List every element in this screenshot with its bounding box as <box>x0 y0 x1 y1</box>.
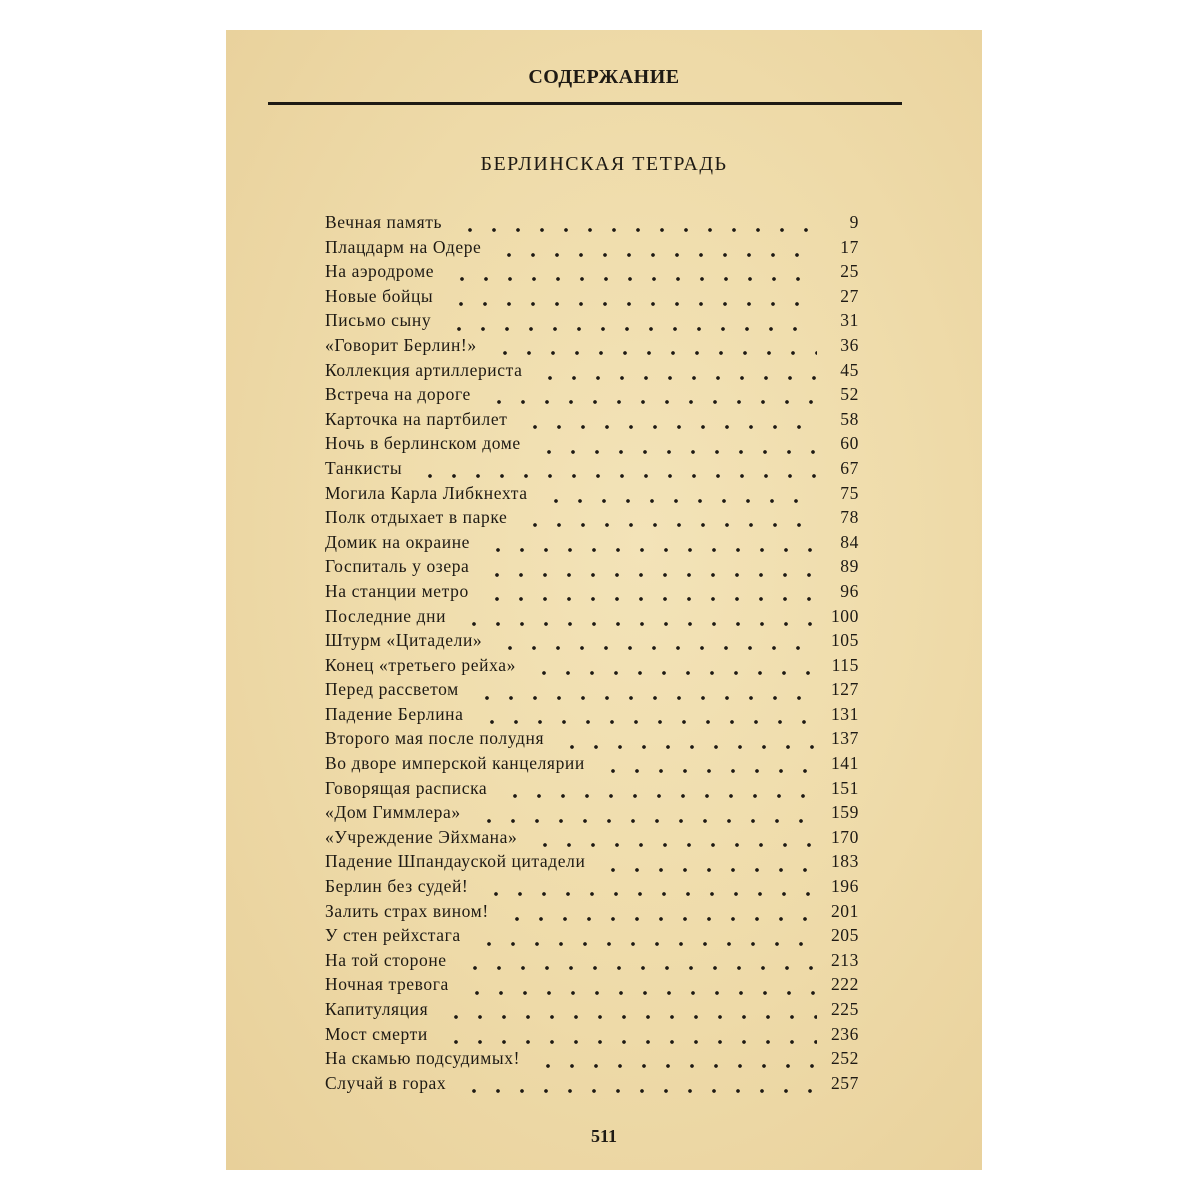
toc-entry-title: Конец «третьего рейха» <box>325 654 516 675</box>
toc-entry <box>325 950 859 975</box>
dot-leader <box>480 535 817 553</box>
toc-entry-page: 213 <box>830 949 859 970</box>
dot-leader <box>532 363 817 381</box>
toc-entry-page: 236 <box>830 1023 859 1044</box>
toc-entry <box>325 630 859 655</box>
toc-entry-title: Встреча на дороге <box>325 384 471 405</box>
toc-entry-title: Говорящая расписка <box>325 777 488 798</box>
toc-entry <box>325 901 859 926</box>
toc-entry-title: Последние дни <box>325 605 447 626</box>
toc-entry-title: Мост смерти <box>325 1023 428 1044</box>
toc-entry-page: 257 <box>830 1072 859 1093</box>
toc-entry-title: На аэродроме <box>325 261 435 282</box>
toc-entry-page: 222 <box>830 974 859 995</box>
toc-entry-title: Ночь в берлинском доме <box>325 433 521 454</box>
toc-entry-page: 159 <box>830 802 859 823</box>
toc-entry <box>325 310 859 335</box>
toc-entry <box>325 753 859 778</box>
toc-entry-title: Вечная память <box>325 212 443 232</box>
dot-leader <box>479 584 817 602</box>
toc-entry-title: Ночная тревога <box>325 974 449 995</box>
toc-entry-page: 31 <box>840 310 859 331</box>
dot-leader <box>531 437 817 455</box>
toc-entry <box>325 999 859 1024</box>
toc-entry <box>325 728 859 753</box>
toc-entry <box>325 802 859 827</box>
toc-entry <box>325 286 859 311</box>
dot-leader <box>438 1002 817 1020</box>
toc-entry-title: Полк отдыхает в парке <box>325 507 508 528</box>
toc-entry <box>325 704 859 729</box>
dot-leader <box>456 1076 817 1094</box>
toc-entry-page: 9 <box>849 212 859 232</box>
dot-leader <box>438 1027 817 1045</box>
dot-leader <box>443 289 817 307</box>
toc-entry-page: 27 <box>840 285 859 306</box>
toc-entry <box>325 606 859 631</box>
toc-entry-title: Случай в горах <box>325 1072 447 1093</box>
toc-entry <box>325 655 859 680</box>
toc-entry <box>325 581 859 606</box>
toc-entry <box>325 237 859 262</box>
header-rule <box>268 102 902 105</box>
toc-entry <box>325 827 859 852</box>
toc-entry-title: Падение Шпандауской цитадели <box>325 851 586 872</box>
toc-entry-title: Могила Карла Либкнехта <box>325 482 528 503</box>
section-title: БЕРЛИНСКАЯ ТЕТРАДЬ <box>480 153 728 175</box>
dot-leader <box>492 633 817 651</box>
toc-entry <box>325 507 859 532</box>
toc-entry-title: Танкисты <box>325 457 403 478</box>
dot-leader <box>538 486 817 504</box>
toc-entry <box>325 212 859 237</box>
toc-entry-title: Госпиталь у озера <box>325 556 470 577</box>
toc-entry-title: «Дом Гиммлера» <box>325 802 461 823</box>
toc-entry-page: 45 <box>840 359 859 380</box>
toc-entry-page: 225 <box>830 999 859 1019</box>
toc-entry-page: 205 <box>830 925 859 946</box>
table-of-contents <box>325 212 859 1097</box>
dot-leader <box>527 830 817 848</box>
dot-leader <box>456 609 817 627</box>
dot-leader <box>469 683 817 701</box>
toc-entry-page: 105 <box>830 630 859 651</box>
toc-entry-page: 141 <box>830 753 859 774</box>
toc-entry <box>325 409 859 434</box>
dot-leader <box>471 806 817 824</box>
dot-leader <box>554 732 817 750</box>
toc-entry <box>325 433 859 458</box>
toc-entry-title: Второго мая после полудня <box>325 728 545 749</box>
dot-leader <box>452 215 817 233</box>
toc-entry-title: На скамью подсудимых! <box>325 1048 521 1069</box>
toc-entry-page: 25 <box>840 261 859 282</box>
toc-entry-page: 151 <box>830 777 859 798</box>
toc-entry-title: Во дворе имперской канцелярии <box>325 753 585 774</box>
toc-entry <box>325 1048 859 1073</box>
dot-leader <box>517 510 817 528</box>
toc-entry <box>325 458 859 483</box>
toc-entry-title: Капитуляция <box>325 999 429 1019</box>
toc-entry-page: 183 <box>830 851 859 872</box>
toc-entry-title: Новые бойцы <box>325 285 434 306</box>
toc-entry-page: 252 <box>830 1048 859 1069</box>
toc-entry <box>325 1073 859 1098</box>
dot-leader <box>526 658 817 676</box>
toc-entry <box>325 532 859 557</box>
toc-entry-title: «Учреждение Эйхмана» <box>325 826 518 847</box>
toc-entry-title: Залить страх вином! <box>325 900 489 921</box>
toc-entry-title: Коллекция артиллериста <box>325 359 523 380</box>
toc-entry-title: На станции метро <box>325 580 469 601</box>
toc-entry-page: 115 <box>831 654 859 675</box>
toc-entry <box>325 384 859 409</box>
toc-entry <box>325 483 859 508</box>
toc-entry-page: 137 <box>830 728 859 749</box>
toc-entry-page: 36 <box>840 334 859 355</box>
toc-entry <box>325 556 859 581</box>
book-page <box>226 30 982 1170</box>
toc-entry <box>325 1024 859 1049</box>
toc-entry-page: 58 <box>840 408 859 429</box>
toc-entry-page: 75 <box>840 482 859 503</box>
dot-leader <box>444 264 817 282</box>
dot-leader <box>459 978 817 996</box>
toc-entry-title: Берлин без судей! <box>325 876 469 897</box>
toc-entry-title: Домик на окраине <box>325 531 471 552</box>
toc-entry-page: 196 <box>830 876 859 897</box>
toc-entry-title: У стен рейхстага <box>325 925 461 946</box>
toc-entry <box>325 974 859 999</box>
toc-entry-page: 96 <box>840 580 859 601</box>
toc-entry-title: «Говорит Берлин!» <box>325 334 477 355</box>
toc-entry-page: 78 <box>840 507 859 528</box>
toc-entry-page: 67 <box>840 457 859 478</box>
dot-leader <box>499 904 817 922</box>
toc-entry-page: 100 <box>830 605 859 626</box>
dot-leader <box>457 953 817 971</box>
dot-leader <box>530 1051 817 1069</box>
toc-entry-page: 89 <box>840 556 859 577</box>
toc-entry <box>325 335 859 360</box>
dot-leader <box>481 387 817 405</box>
dot-leader <box>517 412 817 430</box>
toc-entry-page: 131 <box>830 703 859 724</box>
dot-leader <box>478 879 817 897</box>
dot-leader <box>471 929 817 947</box>
dot-leader <box>479 560 817 578</box>
toc-entry <box>325 778 859 803</box>
toc-entry-page: 84 <box>840 531 859 552</box>
running-head: СОДЕРЖАНИЕ <box>528 66 680 88</box>
toc-entry-title: Карточка на партбилет <box>325 408 508 429</box>
toc-entry-title: Плацдарм на Одере <box>325 236 482 257</box>
dot-leader <box>474 707 817 725</box>
toc-entry-title: Письмо сыну <box>325 310 432 331</box>
dot-leader <box>595 756 817 774</box>
dot-leader <box>491 240 817 258</box>
dot-leader <box>441 314 817 332</box>
dot-leader <box>412 461 817 479</box>
toc-entry-page: 170 <box>830 826 859 847</box>
toc-entry <box>325 851 859 876</box>
toc-entry-page: 127 <box>830 679 859 700</box>
toc-entry-page: 52 <box>840 384 859 405</box>
toc-entry <box>325 876 859 901</box>
toc-entry-page: 17 <box>840 236 859 257</box>
page-number: 511 <box>590 1126 617 1146</box>
dot-leader <box>497 781 817 799</box>
toc-entry-title: Перед рассветом <box>325 679 459 700</box>
toc-entry <box>325 925 859 950</box>
toc-entry <box>325 261 859 286</box>
toc-entry-page: 201 <box>830 900 859 921</box>
toc-entry-title: Штурм «Цитадели» <box>325 630 483 651</box>
dot-leader <box>487 338 817 356</box>
toc-entry-page: 60 <box>840 433 859 454</box>
toc-entry-title: Падение Берлина <box>325 703 464 724</box>
toc-entry-title: На той стороне <box>325 949 447 970</box>
toc-entry <box>325 360 859 385</box>
toc-entry <box>325 679 859 704</box>
dot-leader <box>595 855 817 873</box>
